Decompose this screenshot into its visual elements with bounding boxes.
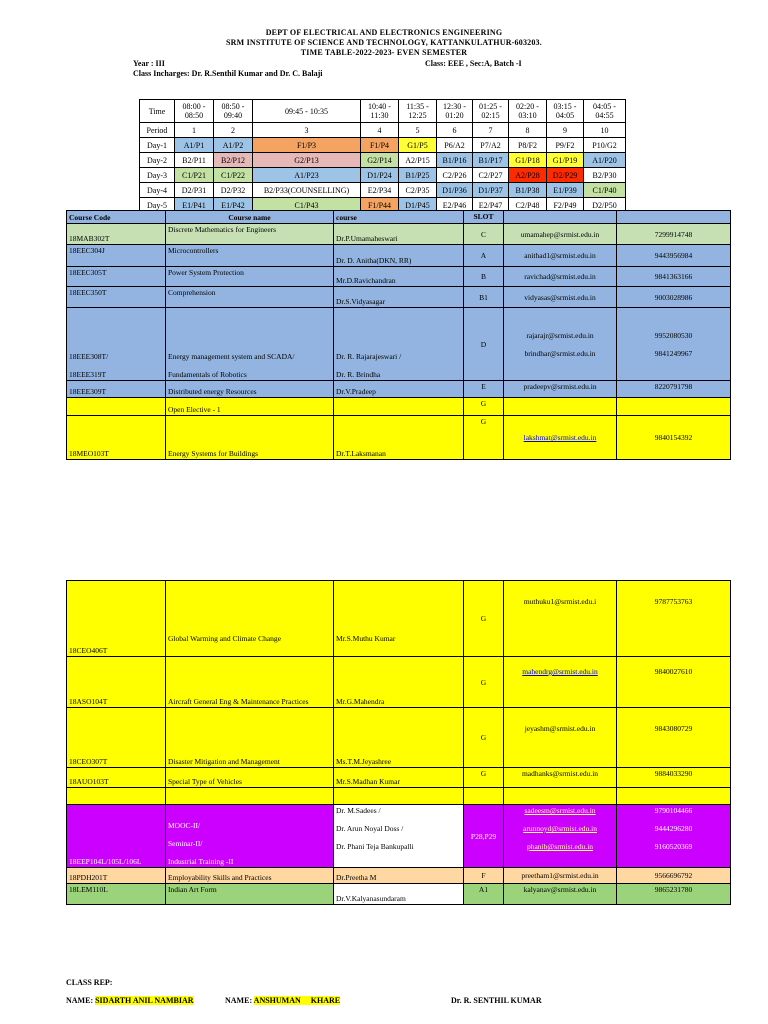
course-code <box>67 788 166 805</box>
time-slot: 04:05 - 04:55 <box>584 100 626 123</box>
name-label: NAME: <box>66 996 94 1005</box>
course-faculty: Mr.S.Madhan Kumar <box>334 768 464 788</box>
course-phone: 9443956984 <box>617 245 731 267</box>
slot-cell: D2/P50 <box>584 198 626 213</box>
course-email: preetham1@srmist.edu.in <box>504 868 617 884</box>
period-number: 1 <box>175 123 214 138</box>
elective-row <box>67 708 731 768</box>
day-label: Day-2 <box>140 153 175 168</box>
period-number: 4 <box>361 123 399 138</box>
elective-row <box>67 768 731 788</box>
course-slot: A1 <box>464 884 504 905</box>
period-number: 5 <box>399 123 437 138</box>
course-faculty: Dr. M.Sadees / Dr. Arun Noyal Doss / Dr. Phani Teja Bankupalli <box>334 805 464 868</box>
course-code: 18EEP104L/105L/106L <box>67 805 166 868</box>
course-phone: 8220791798 <box>617 381 731 398</box>
course-faculty: Mr.G.Mahendra <box>334 657 464 708</box>
course-code: 18EEC350T <box>67 287 166 308</box>
class-rep-label: CLASS REP: <box>66 978 113 987</box>
course-phone: 9952080530 9841249967 <box>617 308 731 381</box>
day-label: Day-5 <box>140 198 175 213</box>
slot-cell: C2/P27 <box>473 168 509 183</box>
slot-cell: A1/P20 <box>584 153 626 168</box>
course-email <box>504 788 617 805</box>
course-slot: G <box>464 398 504 416</box>
course-email: kalyanav@srmist.edu.in <box>504 884 617 905</box>
slot-cell: D1/P36 <box>437 183 473 198</box>
course-row <box>67 308 731 381</box>
class-label: Class: EEE , Sec:A, Batch -I <box>425 59 522 68</box>
course-name: Indian Art Form <box>166 884 334 905</box>
elective-table <box>66 580 731 905</box>
course-email: vidyasas@srmist.edu.in <box>504 287 617 308</box>
year-label: Year : III <box>133 59 165 68</box>
time-slot: 08:50 - 09:40 <box>214 100 253 123</box>
slot-cell: D1/P45 <box>399 198 437 213</box>
time-slot: 11:35 - 12:25 <box>399 100 437 123</box>
course-email: anithad1@srmist.edu.in <box>504 245 617 267</box>
slot-cell: A1/P1 <box>175 138 214 153</box>
course-faculty: Dr.T.Laksmanan <box>334 416 464 460</box>
course-faculty: Dr.Preetha M <box>334 868 464 884</box>
time-slot: 12:30 - 01:20 <box>437 100 473 123</box>
course-faculty: Dr.P.Umamaheswari <box>334 224 464 245</box>
slot-cell: A1/P2 <box>214 138 253 153</box>
course-name <box>166 788 334 805</box>
header-slot: SLOT <box>464 211 504 224</box>
elective-row <box>67 868 731 884</box>
course-name: Energy Systems for Buildings <box>166 416 334 460</box>
course-phone: 9787753763 <box>617 581 731 657</box>
slot-cell: E1/P42 <box>214 198 253 213</box>
course-email: umamahep@srmist.edu.in <box>504 224 617 245</box>
period-number: 10 <box>584 123 626 138</box>
slot-cell: P8/F2 <box>509 138 547 153</box>
course-slot: G <box>464 768 504 788</box>
day-row <box>140 153 626 168</box>
course-name: Aircraft General Eng & Maintenance Practices <box>166 657 334 708</box>
course-name: Open Elective - 1 <box>166 398 334 416</box>
course-slot: C <box>464 224 504 245</box>
course-phone: 7299914748 <box>617 224 731 245</box>
slot-cell: D2/P31 <box>175 183 214 198</box>
period-row <box>140 123 626 138</box>
slot-cell: G1/P19 <box>547 153 584 168</box>
period-number: 8 <box>509 123 547 138</box>
elective-row-empty <box>67 788 731 805</box>
course-name: Microcontrollers <box>166 245 334 267</box>
slot-cell: B1/P16 <box>437 153 473 168</box>
slot-cell: E1/P41 <box>175 198 214 213</box>
time-row <box>140 100 626 123</box>
day-row <box>140 183 626 198</box>
slot-cell: A2/P28 <box>509 168 547 183</box>
course-faculty: Ms.T.M.Jeyashree <box>334 708 464 768</box>
time-slot: 09:45 - 10:35 <box>253 100 361 123</box>
dept-title: DEPT OF ELECTRICAL AND ELECTRONICS ENGINEERING <box>265 28 503 37</box>
institute-title: SRM INSTITUTE OF SCIENCE AND TECHNOLOGY, KATTANKULATHUR-603203. <box>226 38 542 47</box>
course-name: Comprehension <box>166 287 334 308</box>
course-email: pradeepv@srmist.edu.in <box>504 381 617 398</box>
course-slot: A <box>464 245 504 267</box>
slot-cell: F2/P49 <box>547 198 584 213</box>
slot-cell: B2/P33(COUNSELLING) <box>253 183 361 198</box>
course-faculty <box>334 398 464 416</box>
course-slot: D <box>464 308 504 381</box>
course-email: muthuku1@srmist.edu.i <box>504 581 617 657</box>
slot-cell: G2/P14 <box>361 153 399 168</box>
elective-row <box>67 805 731 868</box>
time-slot: 02:20 - 03:10 <box>509 100 547 123</box>
course-code: 18PDH201T <box>67 868 166 884</box>
course-name: Global Warming and Climate Change <box>166 581 334 657</box>
slot-cell: B2/P11 <box>175 153 214 168</box>
slot-cell: B2/P12 <box>214 153 253 168</box>
course-phone: 9790104466 9444296280 9160520369 <box>617 805 731 868</box>
time-label: Time <box>140 100 175 123</box>
rep-name-value: SIDARTH ANIL NAMBIAR <box>95 996 194 1005</box>
course-phone: 9566696792 <box>617 868 731 884</box>
slot-cell: C2/P26 <box>437 168 473 183</box>
course-email-link[interactable]: sadeesm@srmist.edu.in arunnoyd@srmist.edu.in phanib@srmist.edu.in <box>504 805 617 868</box>
signatory-name: Dr. R. SENTHIL KUMAR <box>451 996 542 1005</box>
day-label: Day-1 <box>140 138 175 153</box>
course-name: Disaster Mitigation and Management <box>166 708 334 768</box>
course-phone: 9840154392 <box>617 416 731 460</box>
period-number: 7 <box>473 123 509 138</box>
course-email <box>504 398 617 416</box>
course-email: rajarajr@srmist.edu.in brindhar@srmist.edu.in <box>504 308 617 381</box>
course-name: Power System Protection <box>166 267 334 287</box>
course-table <box>66 210 731 460</box>
header-course-code: Course Code <box>67 211 166 224</box>
course-faculty: Mr.D.Ravichandran <box>334 267 464 287</box>
time-slot: 03:15 - 04:05 <box>547 100 584 123</box>
header-course-name: Course name <box>166 211 334 224</box>
slot-cell: D1/P37 <box>473 183 509 198</box>
course-name: Discrete Mathematics for Engineers <box>166 224 334 245</box>
period-number: 2 <box>214 123 253 138</box>
course-phone <box>617 398 731 416</box>
course-email: madhanks@srmist.edu.in <box>504 768 617 788</box>
course-email: ravichad@srmist.edu.in <box>504 267 617 287</box>
course-code: 18LEM110L <box>67 884 166 905</box>
time-slot: 08:00 - 08:50 <box>175 100 214 123</box>
slot-cell: C2/P35 <box>399 183 437 198</box>
slot-cell: F1/P44 <box>361 198 399 213</box>
course-faculty <box>334 788 464 805</box>
rep-name-2 <box>225 996 340 1005</box>
slot-cell: F1/P3 <box>253 138 361 153</box>
slot-cell: E1/P39 <box>547 183 584 198</box>
period-number: 6 <box>437 123 473 138</box>
time-slot: 01:25 - 02:15 <box>473 100 509 123</box>
course-phone <box>617 788 731 805</box>
course-code: 18CEO307T <box>67 708 166 768</box>
course-slot: F <box>464 868 504 884</box>
course-code: 18MEO103T <box>67 416 166 460</box>
course-phone: 9884033290 <box>617 768 731 788</box>
course-row <box>67 287 731 308</box>
course-faculty: Dr.S.Vidyasagar <box>334 287 464 308</box>
day-row <box>140 138 626 153</box>
course-name: Distributed energy Resources <box>166 381 334 398</box>
period-number: 9 <box>547 123 584 138</box>
course-email-link[interactable]: lakshmat@srmist.edu.in <box>504 416 617 460</box>
timetable-title: TIME TABLE-2022-2023- EVEN SEMESTER <box>300 48 468 57</box>
slot-cell: B1/P25 <box>399 168 437 183</box>
day-row <box>140 168 626 183</box>
day-label: Day-3 <box>140 168 175 183</box>
elective-row <box>67 884 731 905</box>
course-faculty: Dr.V.Kalyanasundaram <box>334 884 464 905</box>
slot-cell: C1/P43 <box>253 198 361 213</box>
course-row <box>67 381 731 398</box>
slot-cell: P7/A2 <box>473 138 509 153</box>
slot-cell: P6/A2 <box>437 138 473 153</box>
slot-cell: C2/P48 <box>509 198 547 213</box>
course-phone: 9865231780 <box>617 884 731 905</box>
course-row <box>67 398 731 416</box>
timetable-grid <box>139 99 626 213</box>
slot-cell: D1/P24 <box>361 168 399 183</box>
class-incharges: Class Incharges: Dr. R.Senthil Kumar and Dr. C. Balaji <box>133 69 323 78</box>
course-email: jeyashm@srmist.edu.in <box>504 708 617 768</box>
course-row <box>67 224 731 245</box>
period-label: Period <box>140 123 175 138</box>
course-code: 18EEC304J <box>67 245 166 267</box>
course-row <box>67 267 731 287</box>
course-slot: G <box>464 657 504 708</box>
course-code: 18EEC305T <box>67 267 166 287</box>
course-slot: P28,P29 <box>464 805 504 868</box>
slot-cell: A2/P15 <box>399 153 437 168</box>
course-faculty: Dr.V.Pradeep <box>334 381 464 398</box>
course-code: 18CEO406T <box>67 581 166 657</box>
slot-cell: E2/P46 <box>437 198 473 213</box>
slot-cell: B2/P30 <box>584 168 626 183</box>
elective-row <box>67 657 731 708</box>
time-slot: 10:40 - 11:30 <box>361 100 399 123</box>
course-slot <box>464 788 504 805</box>
slot-cell: F1/P4 <box>361 138 399 153</box>
slot-cell: B1/P17 <box>473 153 509 168</box>
elective-row <box>67 581 731 657</box>
course-phone: 9841363166 <box>617 267 731 287</box>
course-name: MOOC-II/ Seminar-II/ Industrial Training -II <box>166 805 334 868</box>
slot-cell: C1/P21 <box>175 168 214 183</box>
course-slot: E <box>464 381 504 398</box>
rep-name-value: ANSHUMAN KHARE <box>253 996 341 1005</box>
course-row <box>67 245 731 267</box>
course-code: 18ASO104T <box>67 657 166 708</box>
course-phone: 9843080729 <box>617 708 731 768</box>
slot-cell: C1/P22 <box>214 168 253 183</box>
slot-cell: D2/P32 <box>214 183 253 198</box>
course-faculty: Dr. R. Rajarajeswari / Dr. R. Brindha <box>334 308 464 381</box>
course-code <box>67 398 166 416</box>
course-code: 18EEE308T/ 18EEE319T <box>67 308 166 381</box>
day-label: Day-4 <box>140 183 175 198</box>
name-label: NAME: <box>225 996 253 1005</box>
slot-cell: P9/F2 <box>547 138 584 153</box>
course-faculty: Mr.S.Muthu Kumar <box>334 581 464 657</box>
course-code: 18AUO103T <box>67 768 166 788</box>
course-slot: G <box>464 416 504 460</box>
slot-cell: P10/G2 <box>584 138 626 153</box>
course-phone: 9003028986 <box>617 287 731 308</box>
slot-cell: E2/P47 <box>473 198 509 213</box>
course-faculty: Dr. D. Anitha(DKN, RR) <box>334 245 464 267</box>
course-code: 18MAB302T <box>67 224 166 245</box>
course-slot: G <box>464 708 504 768</box>
slot-cell: C1/P40 <box>584 183 626 198</box>
slot-cell: D2/P29 <box>547 168 584 183</box>
header-course: course <box>334 211 464 224</box>
course-phone: 9840027610 <box>617 657 731 708</box>
course-slot: B <box>464 267 504 287</box>
course-slot: B1 <box>464 287 504 308</box>
slot-cell: G1/P18 <box>509 153 547 168</box>
course-slot: G <box>464 581 504 657</box>
course-row <box>67 416 731 460</box>
course-email-link[interactable]: mahendrg@srmist.edu.in <box>504 657 617 708</box>
course-code: 18EEE309T <box>67 381 166 398</box>
slot-cell: E2/P34 <box>361 183 399 198</box>
slot-cell: G1/P5 <box>399 138 437 153</box>
course-header-row <box>67 211 731 224</box>
course-name: Special Type of Vehicles <box>166 768 334 788</box>
slot-cell: A1/P23 <box>253 168 361 183</box>
slot-cell: B1/P38 <box>509 183 547 198</box>
slot-cell: G2/P13 <box>253 153 361 168</box>
period-number: 3 <box>253 123 361 138</box>
rep-name-1 <box>66 996 194 1005</box>
course-name: Employability Skills and Practices <box>166 868 334 884</box>
course-name: Energy management system and SCADA/ Fundamentals of Robotics <box>166 308 334 381</box>
